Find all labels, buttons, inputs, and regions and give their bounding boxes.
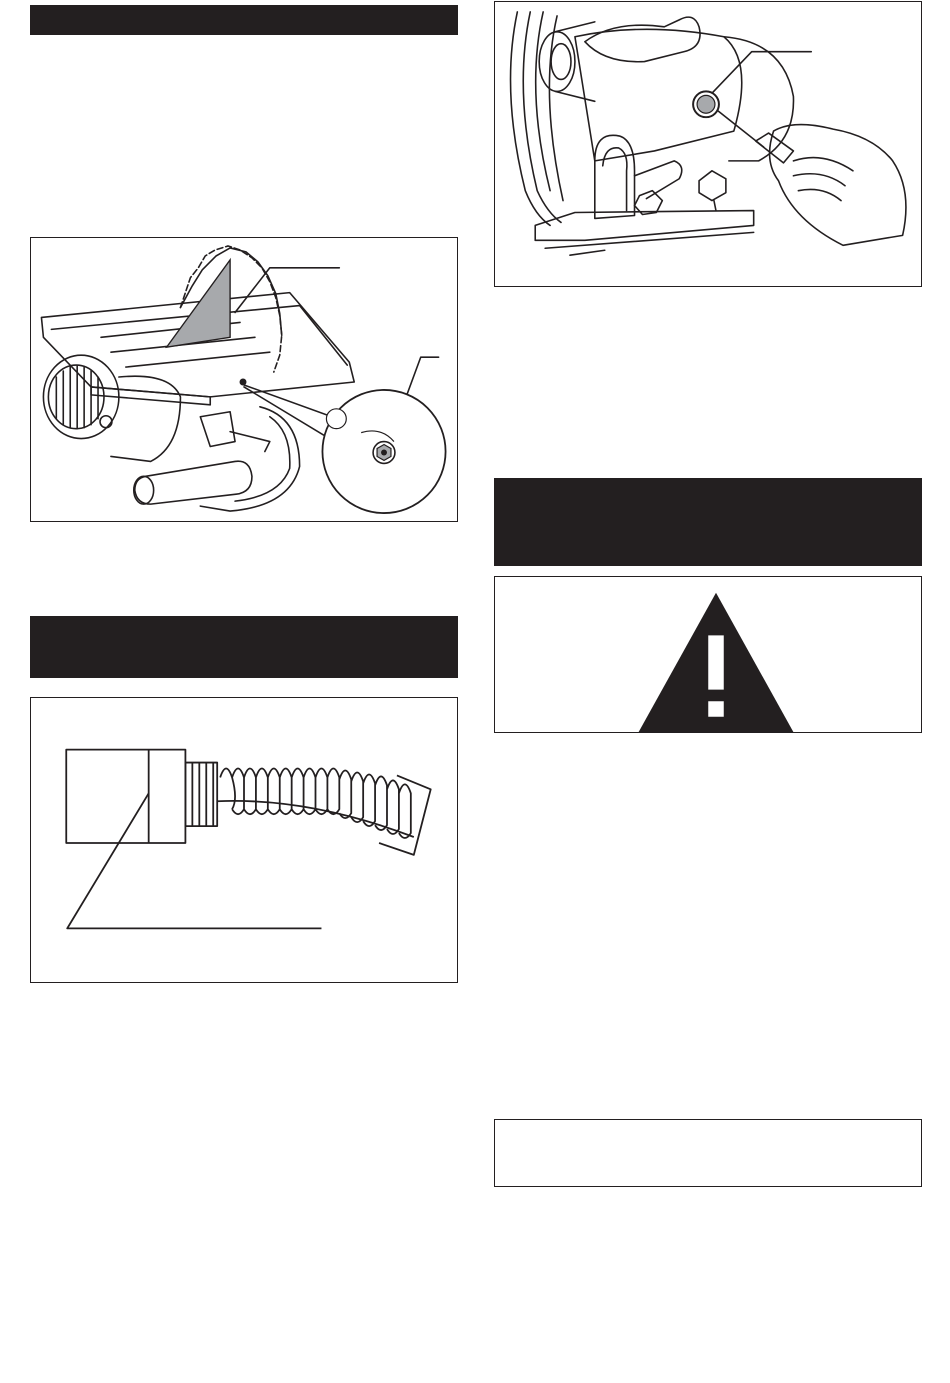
- blade-guard: [511, 12, 551, 225]
- brush-holder-cap-illustration: [495, 2, 921, 286]
- section-header-bar-2: [30, 616, 458, 678]
- section-header-bar-1: [30, 5, 458, 35]
- warning-box: [494, 576, 922, 733]
- lower-guard: [200, 407, 299, 511]
- carbon-brush-illustration: [31, 698, 457, 982]
- front-knob: [699, 171, 726, 201]
- figure-1-blade-base: [30, 237, 458, 522]
- figure-2-carbon-brush: [30, 697, 458, 983]
- warning-triangle-icon: [503, 585, 929, 740]
- spring-coils: [220, 769, 411, 839]
- figure-3-brush-holder-cap: [494, 1, 922, 287]
- hand: [770, 125, 906, 246]
- brush-block: [66, 750, 185, 843]
- callout-line-triangle: [235, 268, 339, 313]
- callout-line-cap: [709, 52, 811, 97]
- screwdriver-handle: [756, 133, 794, 163]
- section-header-bar-3: [494, 478, 922, 566]
- adjusting-bolt-dot: [240, 379, 247, 386]
- top-handle: [585, 17, 700, 62]
- note-box: [494, 1119, 922, 1187]
- blade-base-illustration: [31, 238, 457, 521]
